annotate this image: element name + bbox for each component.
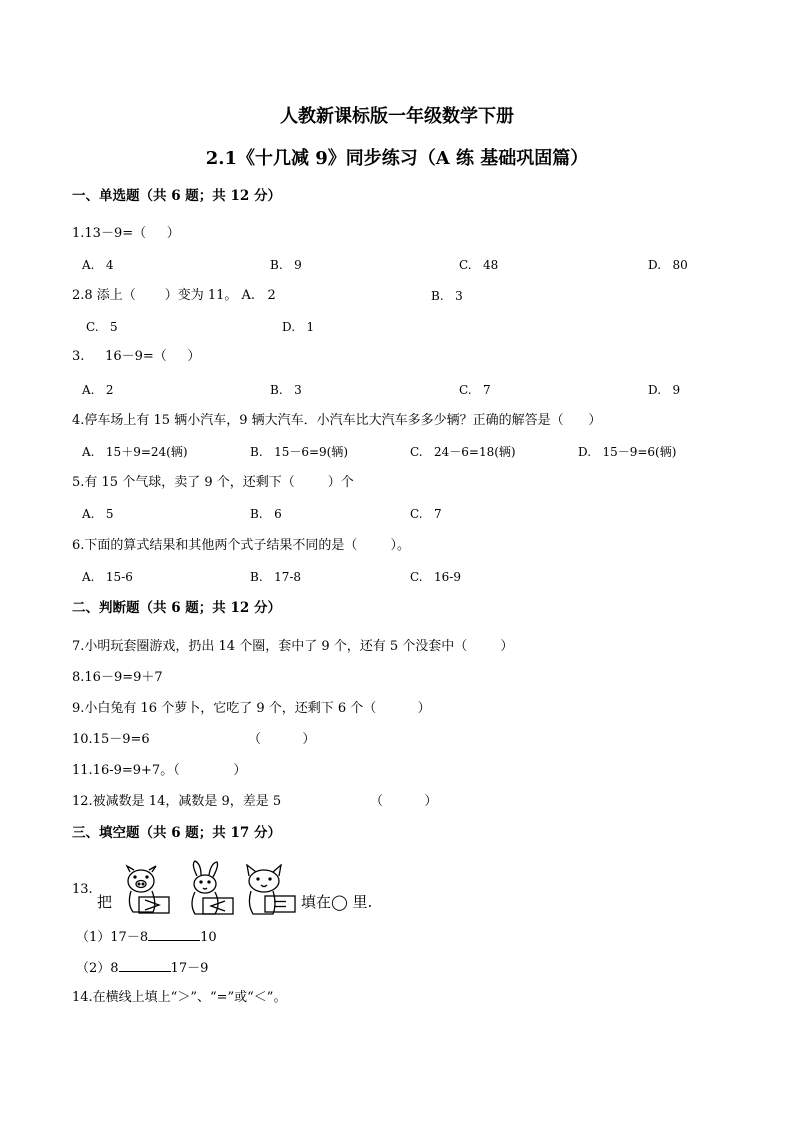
pig-holding-greater-sign-icon [119, 864, 175, 918]
question-2-option-c: C. 5 [86, 320, 118, 334]
question-6-option-a: A. 15-6 [82, 570, 133, 584]
question-12-answer-paren: （ ） [370, 794, 438, 809]
question-4-option-c: C. 24－6=18(辆) [410, 445, 516, 459]
document-subtitle: 2.1《十几减 9》同步练习（A 练 基础巩固篇） [205, 148, 589, 169]
question-1-stem: 1.13－9=（ ） [72, 226, 180, 241]
question-3-option-a: A. 2 [82, 383, 114, 397]
question-13-sub-2: （2）8 17－9 [76, 961, 209, 976]
section-heading-single-choice: 一、单选题（共 6 题；共 12 分） [72, 188, 281, 204]
question-3-option-d: D. 9 [648, 383, 681, 397]
question-3-stem: 3. 16－9=（ ） [72, 349, 201, 364]
question-1-option-c: C. 48 [459, 258, 499, 272]
question-4-option-a: A. 15＋9=24(辆) [82, 445, 188, 459]
question-6-stem: 6.下面的算式结果和其他两个式子结果不同的是（ ）。 [72, 538, 410, 553]
answer-blank[interactable] [119, 959, 171, 972]
question-1-option-d: D. 80 [648, 258, 688, 272]
question-2-option-b: B. 3 [431, 289, 463, 303]
answer-blank[interactable] [148, 928, 200, 941]
question-14: 14.在横线上填上“＞”、“=”或“＜”。 [72, 990, 287, 1005]
question-4-stem: 4.停车场上有 15 辆小汽车，9 辆大汽车．小汽车比大汽车多多少辆？正确的解答是（ ） [72, 413, 602, 428]
question-3-option-c: C. 7 [459, 383, 491, 397]
question-10-stem: 10.15－9=6 [72, 732, 150, 747]
question-7: 7.小明玩套圈游戏，扔出 14 个圈，套中了 9 个，还有 5 个没套中（ ） [72, 639, 514, 654]
question-5-option-c: C. 7 [410, 507, 442, 521]
question-3-option-b: B. 3 [270, 383, 302, 397]
question-4-option-b: B. 15－6=9(辆) [250, 445, 349, 459]
question-13-sub-1: （1）17－8 10 [76, 930, 217, 945]
question-13-number: 13. [72, 882, 93, 897]
question-5-stem: 5.有 15 个气球，卖了 9 个，还剩下（ ）个 [72, 475, 354, 490]
document-title: 人教新课标版一年级数学下册 [280, 106, 514, 127]
cat-holding-equal-sign-icon [239, 864, 299, 918]
question-11: 11.16-9=9+7。（ ） [72, 763, 247, 778]
question-12-stem: 12.被减数是 14，减数是 9，差是 5 [72, 794, 282, 809]
question-6-option-c: C. 16-9 [410, 570, 461, 584]
question-5-option-a: A. 5 [82, 507, 114, 521]
rabbit-holding-less-sign-icon [177, 860, 237, 918]
question-5-option-b: B. 6 [250, 507, 282, 521]
question-13-prefix: 把 [97, 893, 113, 911]
question-9: 9.小白兔有 16 个萝卜，它吃了 9 个，还剩下 6 个（ ） [72, 701, 431, 716]
question-13-suffix: 填在◯ 里. [301, 893, 373, 911]
question-2-stem: 2.8 添上（ ）变为 11。 A. 2 [72, 288, 276, 303]
question-1-option-a: A. 4 [82, 258, 114, 272]
question-6-option-b: B. 17-8 [250, 570, 302, 584]
section-heading-true-false: 二、判断题（共 6 题；共 12 分） [72, 600, 281, 616]
question-8: 8.16－9=9＋7 [72, 670, 163, 685]
question-1-option-b: B. 9 [270, 258, 302, 272]
section-heading-fill-blank: 三、填空题（共 6 题；共 17 分） [72, 825, 281, 841]
question-10-answer-paren: （ ） [248, 732, 316, 747]
question-13-illustration [97, 860, 391, 920]
question-2-option-d: D. 1 [282, 320, 315, 334]
question-4-option-d: D. 15－9=6(辆) [578, 445, 677, 459]
